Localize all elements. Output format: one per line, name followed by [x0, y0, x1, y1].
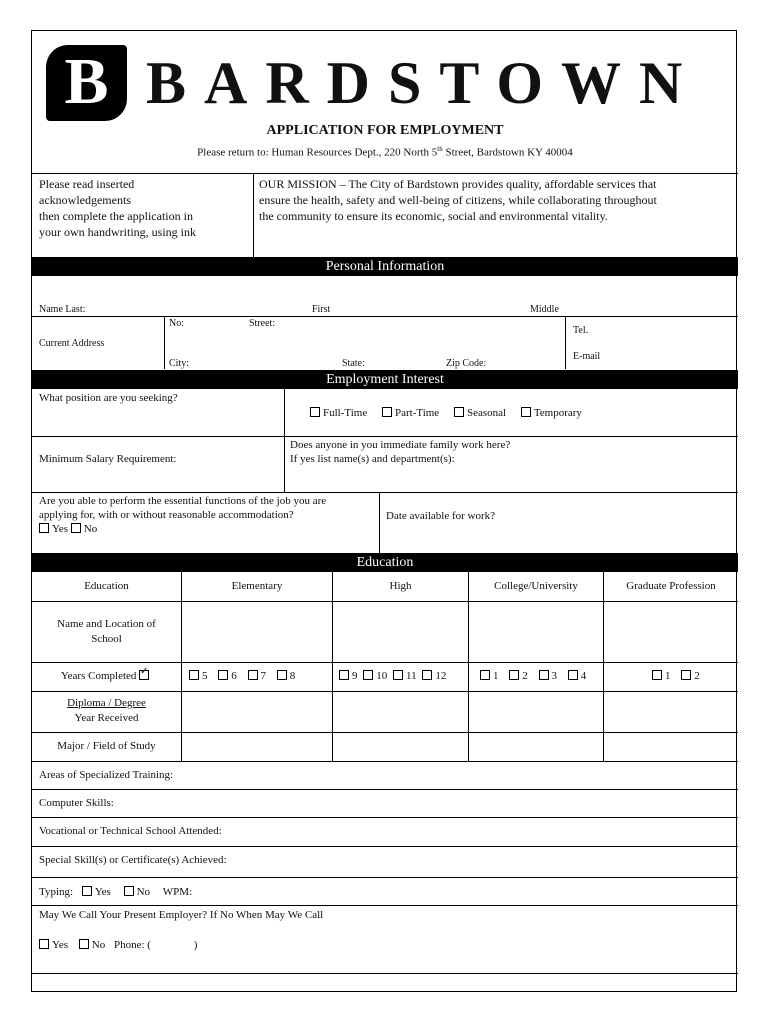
- year-6-checkbox[interactable]: [218, 670, 228, 680]
- name-last-label: Name Last:: [39, 304, 86, 315]
- current-address-label: Current Address: [39, 338, 105, 349]
- temporary-option[interactable]: Temporary: [521, 407, 582, 419]
- education-heading: Education: [32, 553, 738, 572]
- name-middle-label: Middle: [530, 304, 559, 315]
- computer-skills-label: Computer Skills:: [39, 797, 114, 809]
- diploma-label: Diploma / Degree Year Received: [67, 697, 146, 724]
- address-city-label: City:: [169, 358, 190, 369]
- year-8-checkbox[interactable]: [277, 670, 287, 680]
- year-12-checkbox[interactable]: [422, 670, 432, 680]
- salary-label: Minimum Salary Requirement:: [39, 453, 177, 465]
- college-2-checkbox[interactable]: [509, 670, 519, 680]
- col-graduate: Graduate Profession: [626, 580, 716, 592]
- address-state-label: State:: [342, 358, 365, 369]
- employment-interest-heading: Employment Interest: [32, 370, 738, 389]
- call-employer-options: Yes No Phone: ( ): [39, 939, 197, 951]
- col-college: College/University: [494, 580, 578, 592]
- instructions: Please read inserted acknowledgements then complete the application in your own handwriting, using ink: [39, 177, 196, 239]
- employment-type-options: [310, 407, 582, 419]
- temporary-checkbox[interactable]: [521, 407, 531, 417]
- mission-statement: OUR MISSION – The City of Bardstown provides quality, affordable services that ensure the health, safety and well-being of citizens, while collaborating throughout the community to ensure its economic, social and environmental vitality.: [259, 177, 657, 223]
- special-skills-label: Special Skill(s) or Certificate(s) Achieved:: [39, 854, 227, 866]
- years-completed-label: Years Completed ✓: [32, 670, 181, 682]
- col-elementary: Elementary: [231, 580, 283, 592]
- grad-1-checkbox[interactable]: [652, 670, 662, 680]
- name-location-label: Name and Location of School: [57, 618, 156, 645]
- college-years: 1 2 3 4: [480, 670, 586, 682]
- year-9-checkbox[interactable]: [339, 670, 349, 680]
- personal-info-heading: Personal Information: [32, 257, 738, 276]
- date-available-label: Date available for work?: [386, 510, 496, 522]
- major-label: Major / Field of Study: [57, 740, 156, 752]
- year-10-checkbox[interactable]: [363, 670, 373, 680]
- year-11-checkbox[interactable]: [393, 670, 403, 680]
- seasonal-option[interactable]: Seasonal: [454, 407, 506, 419]
- accommodation-question: Are you able to perform the essential functions of the job you are applying for, with or without reasonable accommodation? Yes No: [39, 495, 327, 535]
- call-no-checkbox[interactable]: [79, 939, 89, 949]
- address-zip-label: Zip Code:: [446, 358, 487, 369]
- college-1-checkbox[interactable]: [480, 670, 490, 680]
- call-yes-checkbox[interactable]: [39, 939, 49, 949]
- accommodation-yes-checkbox[interactable]: [39, 523, 49, 533]
- grad-2-checkbox[interactable]: [681, 670, 691, 680]
- col-education: Education: [84, 580, 129, 592]
- form-title: APPLICATION FOR EMPLOYMENT: [266, 123, 504, 138]
- full-time-checkbox[interactable]: [310, 407, 320, 417]
- typing-no-checkbox[interactable]: [124, 886, 134, 896]
- college-3-checkbox[interactable]: [539, 670, 549, 680]
- high-years: 9 10 11 12: [339, 670, 446, 682]
- logo-wordmark: BARDSTOWN: [146, 50, 701, 116]
- application-form: [31, 30, 737, 992]
- vocational-school-label: Vocational or Technical School Attended:: [39, 825, 222, 837]
- elementary-years: 5 6 7 8: [189, 670, 295, 682]
- address-no-label: No:: [169, 318, 184, 329]
- specialized-training-label: Areas of Specialized Training:: [39, 769, 174, 781]
- call-employer-label: May We Call Your Present Employer? If No When May We Call: [39, 909, 324, 921]
- address-street-label: Street:: [249, 318, 276, 329]
- name-first-label: First: [312, 304, 331, 315]
- graduate-years: 1 2: [652, 670, 700, 682]
- tel-label: Tel.: [573, 325, 589, 336]
- year-7-checkbox[interactable]: [248, 670, 258, 680]
- part-time-option[interactable]: Part-Time: [382, 407, 439, 419]
- seasonal-checkbox[interactable]: [454, 407, 464, 417]
- bardstown-logo: [46, 45, 127, 121]
- email-label: E-mail: [573, 351, 601, 362]
- logo-letter: B: [64, 45, 109, 118]
- full-time-option[interactable]: Full-Time: [310, 407, 367, 419]
- typing-row: Typing: Yes No WPM:: [39, 886, 193, 898]
- col-high: High: [389, 580, 412, 592]
- return-address: Please return to: Human Resources Dept., 220 North 5th Street, Bardstown KY 40004: [197, 145, 573, 159]
- typing-yes-checkbox[interactable]: [82, 886, 92, 896]
- position-label: What position are you seeking?: [39, 392, 178, 404]
- checked-box-icon: [139, 670, 149, 680]
- part-time-checkbox[interactable]: [382, 407, 392, 417]
- accommodation-no-checkbox[interactable]: [71, 523, 81, 533]
- college-4-checkbox[interactable]: [568, 670, 578, 680]
- year-5-checkbox[interactable]: [189, 670, 199, 680]
- family-question: Does anyone in you immediate family work here? If yes list name(s) and department(s):: [290, 439, 511, 465]
